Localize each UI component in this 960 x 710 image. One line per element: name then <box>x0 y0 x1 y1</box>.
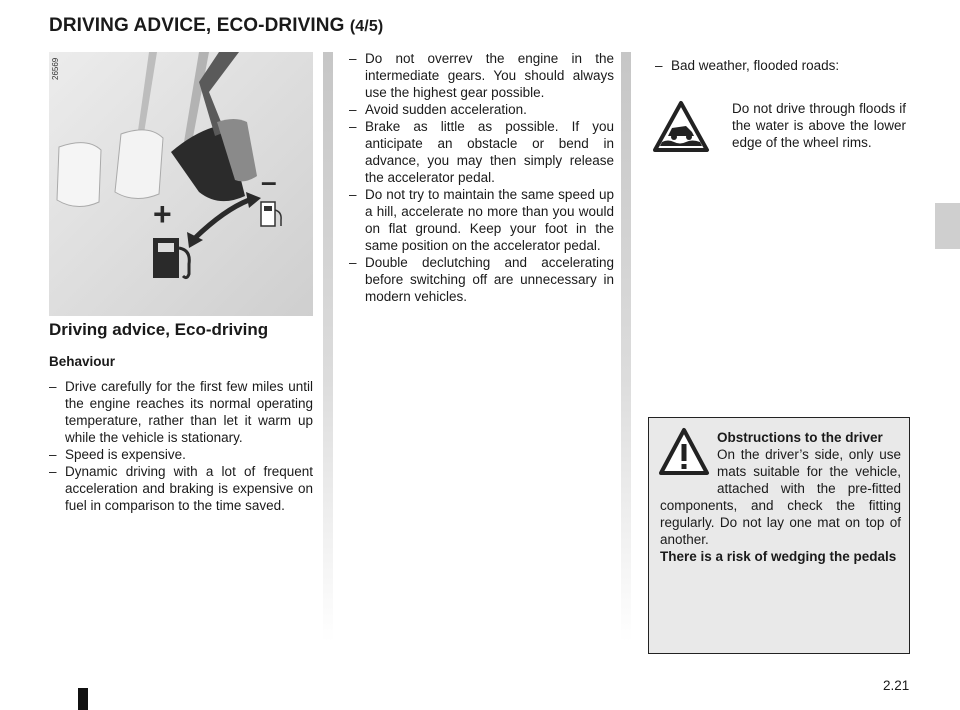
section-heading: Driving advice, Eco-driving <box>49 320 269 339</box>
warning-text <box>660 429 901 565</box>
pedal-icon <box>57 143 101 207</box>
flooded-road-warning-icon <box>652 100 710 154</box>
plus-symbol: + <box>153 196 172 232</box>
column-divider <box>621 52 631 642</box>
title-text: DRIVING ADVICE, ECO-DRIVING <box>49 15 345 36</box>
behaviour-list <box>49 378 313 514</box>
figure-reference: 26569 <box>51 57 60 80</box>
corner-mark <box>78 688 88 710</box>
list-item: – Do not overrev the engine in the intermediate gears. You should always use the highest gear possible. <box>349 50 614 101</box>
list-item: – Dynamic driving with a lot of frequent acceleration and braking is expensive on fuel in comparison to the time saved. <box>49 463 313 514</box>
column-divider <box>323 52 333 642</box>
list-item: – Speed is expensive. <box>49 446 313 463</box>
bad-weather-item: – Bad weather, flooded roads: <box>655 57 839 74</box>
advice-list <box>349 50 614 305</box>
chapter-tab <box>935 203 960 249</box>
minus-symbol: – <box>261 166 277 197</box>
list-item: – Brake as little as possible. If you anticipate an obstacle or bend in advance, you may then simply release the accelerator pedal. <box>349 118 614 186</box>
pedals-illustration <box>49 52 313 316</box>
list-item: – Avoid sudden acceleration. <box>349 101 614 118</box>
flood-advice-text: Do not drive through floods if the water is above the lower edge of the wheel rims. <box>732 101 906 150</box>
pedal-icon <box>115 130 163 199</box>
list-item: – Double declutching and accelerating before switching off are unnecessary in modern vehicles. <box>349 254 614 305</box>
page-title <box>49 15 383 37</box>
warning-title: Obstructions to the driver <box>717 430 883 445</box>
warning-body: On the driver’s side, only use mats suitable for the vehicle, attached with the pre-fitted components, and check the fitting regularly. Do not lay one mat on top of another. <box>660 447 901 547</box>
warning-emphasis: There is a risk of wedging the pedals <box>660 549 897 564</box>
warning-box <box>648 417 910 654</box>
page-number: 2.21 <box>883 678 910 693</box>
list-item: – Do not try to maintain the same speed up a hill, accelerate no more than you would on flat ground. Keep your foot in the same position on the accelerator pedal. <box>349 186 614 254</box>
title-part: (4/5) <box>349 18 384 35</box>
list-item: – Drive carefully for the first few miles until the engine reaches its normal operating temperature, rather than let it warm up while the vehicle is stationary. <box>49 378 313 446</box>
sub-heading: Behaviour <box>49 354 116 369</box>
